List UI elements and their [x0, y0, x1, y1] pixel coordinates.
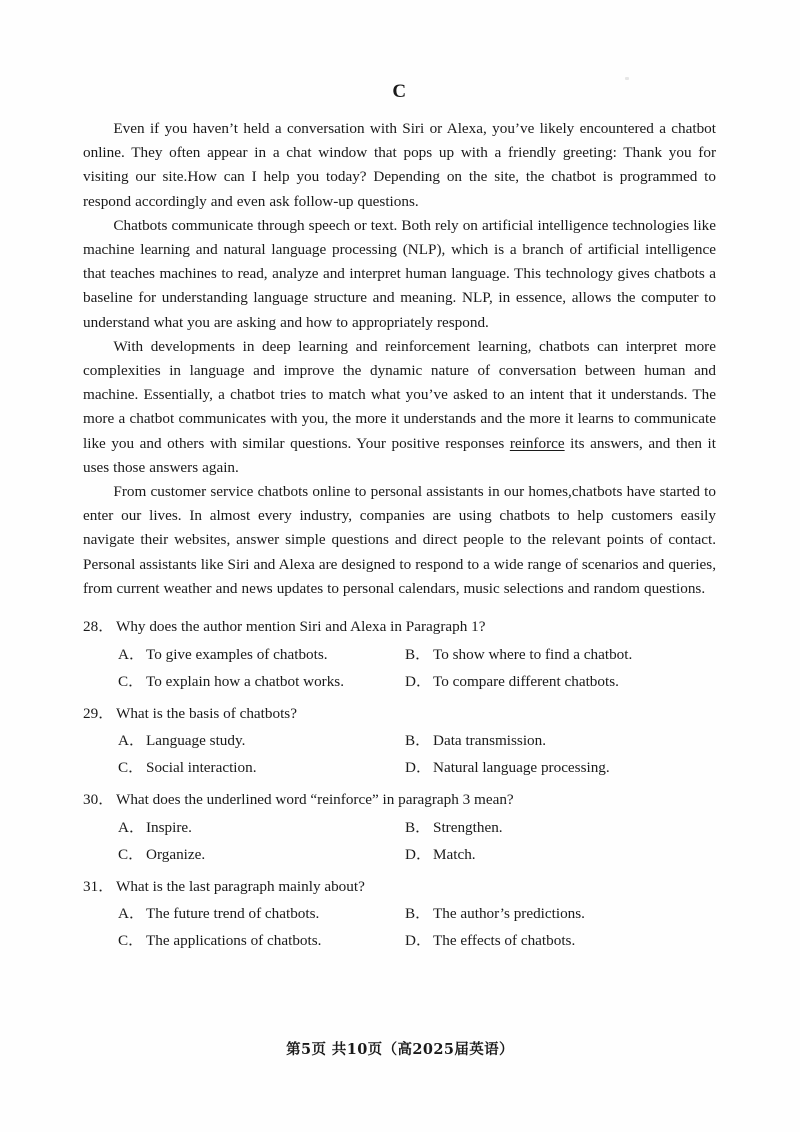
question-31-text: What is the last paragraph mainly about? [116, 877, 365, 895]
option-text: Social interaction. [146, 759, 257, 777]
question-29-text: What is the basis of chatbots? [116, 704, 297, 722]
option-letter: A． [118, 645, 145, 663]
section-heading: C [392, 81, 407, 102]
question-28-options [83, 641, 716, 695]
question-29-option-c[interactable] [118, 754, 405, 781]
question-28-stem [83, 614, 716, 641]
question-30-stem [83, 787, 716, 814]
option-text: To give examples of chatbots. [146, 645, 328, 663]
question-31-option-a[interactable] [118, 900, 405, 927]
option-letter: B． [405, 732, 431, 750]
question-30-option-b[interactable] [405, 814, 503, 841]
option-text: The author’s predictions. [433, 905, 585, 923]
question-31-option-c[interactable] [118, 927, 405, 954]
question-29-option-row-1 [83, 727, 716, 754]
option-text: Language study. [146, 732, 246, 750]
question-31-option-row-1 [83, 900, 716, 927]
question-30-options [83, 814, 716, 868]
question-29-option-a[interactable] [118, 727, 405, 754]
option-letter: C． [118, 845, 144, 863]
question-29-option-b[interactable] [405, 727, 546, 754]
question-29-number: 29． [83, 704, 114, 722]
question-30-number: 30． [83, 791, 114, 809]
passage-paragraph-2: Chatbots communicate through speech or text. Both rely on artificial intelligence technologies like machine learning and natural language processing (NLP), which is a branch of artificial intelligence that teaches machines to read, analyze and interpret human language. This technology gives chatbots a baseline for understanding language structure and meaning. NLP, in essence, allows the computer to understand what you are asking and how to appropriately respond. [83, 216, 716, 331]
question-31-stem [83, 874, 716, 901]
option-letter: B． [405, 905, 431, 923]
option-letter: C． [118, 932, 144, 950]
question-31-option-row-2 [83, 927, 716, 954]
underlined-word-reinforce: reinforce [509, 434, 565, 452]
passage-paragraph-1: Even if you haven’t held a conversation with Siri or Alexa, you’ve likely encountered a chatbot online. They often appear in a chat window that pops up with a friendly greeting: Thank you for visiting our site.How can I help you today? Depending on the site, the chatbot is programmed to respond accordingly and even ask follow-up questions. [83, 120, 716, 210]
question-30-option-d[interactable] [405, 841, 476, 868]
option-text: To show where to find a chatbot. [433, 645, 633, 663]
question-29-stem [83, 701, 716, 728]
question-31-number: 31． [83, 877, 114, 895]
question-29-option-row-2 [83, 754, 716, 781]
question-28 [83, 614, 716, 695]
option-text: To compare different chatbots. [433, 672, 619, 690]
question-30 [83, 787, 716, 868]
option-letter: C． [118, 672, 144, 690]
option-text: Data transmission. [433, 732, 547, 750]
question-28-option-row-2 [83, 668, 716, 695]
question-31-options [83, 900, 716, 954]
option-text: The applications of chatbots. [146, 932, 322, 950]
option-text: Organize. [146, 845, 206, 863]
question-29-options [83, 727, 716, 781]
question-30-text: What does the underlined word “reinforce” in paragraph 3 mean? [116, 791, 514, 809]
option-letter: A． [118, 905, 145, 923]
question-28-text: Why does the author mention Siri and Alexa in Paragraph 1? [116, 618, 486, 636]
option-letter: C． [118, 759, 144, 777]
option-text: To explain how a chatbot works. [146, 672, 345, 690]
question-28-option-row-1 [83, 641, 716, 668]
question-28-option-b[interactable] [405, 641, 632, 668]
paragraph-3-text-after: its answers, and then it uses those answers again. [83, 434, 716, 476]
option-text: The future trend of chatbots. [146, 905, 320, 923]
page-content [83, 82, 716, 960]
question-30-option-row-2 [83, 841, 716, 868]
question-29-option-d[interactable] [405, 754, 610, 781]
passage-paragraph-3 [83, 335, 716, 480]
question-29 [83, 701, 716, 782]
questions-list [83, 614, 716, 954]
question-28-option-a[interactable] [118, 641, 405, 668]
option-text: Natural language processing. [433, 759, 610, 777]
option-letter: D． [405, 932, 432, 950]
option-letter: D． [405, 845, 432, 863]
option-letter: A． [118, 732, 145, 750]
option-letter: D． [405, 759, 432, 777]
option-letter: B． [405, 818, 431, 836]
option-text: Inspire. [146, 818, 192, 836]
option-letter: A． [118, 818, 145, 836]
question-28-option-c[interactable] [118, 668, 405, 695]
question-30-option-a[interactable] [118, 814, 405, 841]
option-letter: D． [405, 672, 432, 690]
passage-paragraph-4: From customer service chatbots online to personal assistants in our homes,chatbots have started to enter our lives. In almost every industry, companies are using chatbots to help customers easily navigate their websites, answer simple questions and direct people to the relevant points of contact. Personal assistants like Siri and Alexa are designed to respond to a wide range of scenarios and queries, from current weather and news updates to personal calendars, music selections and random questions. [83, 483, 716, 597]
question-31 [83, 874, 716, 955]
page-footer: 第5页 共10页（高2025届英语） [286, 1041, 514, 1058]
question-31-option-b[interactable] [405, 900, 585, 927]
option-letter: B． [405, 645, 431, 663]
question-30-option-row-1 [83, 814, 716, 841]
question-30-option-c[interactable] [118, 841, 405, 868]
paragraph-3-text-before: With developments in deep learning and reinforcement learning, chatbots can interpret more complexities in language and improve the dynamic nature of conversation between human and machine. Essentially, a chatbot tries to match what you’ve asked to an intent that it understands. The more a chatbot communicates with you, the more it understands and the more it learns to communicate like you and others with similar questions. Your positive responses [83, 337, 716, 452]
question-28-option-d[interactable] [405, 668, 619, 695]
option-text: Match. [433, 845, 476, 863]
scan-artifact-speck [625, 77, 629, 80]
option-text: The effects of chatbots. [433, 932, 576, 950]
option-text: Strengthen. [433, 818, 503, 836]
question-31-option-d[interactable] [405, 927, 575, 954]
question-28-number: 28． [83, 618, 114, 636]
